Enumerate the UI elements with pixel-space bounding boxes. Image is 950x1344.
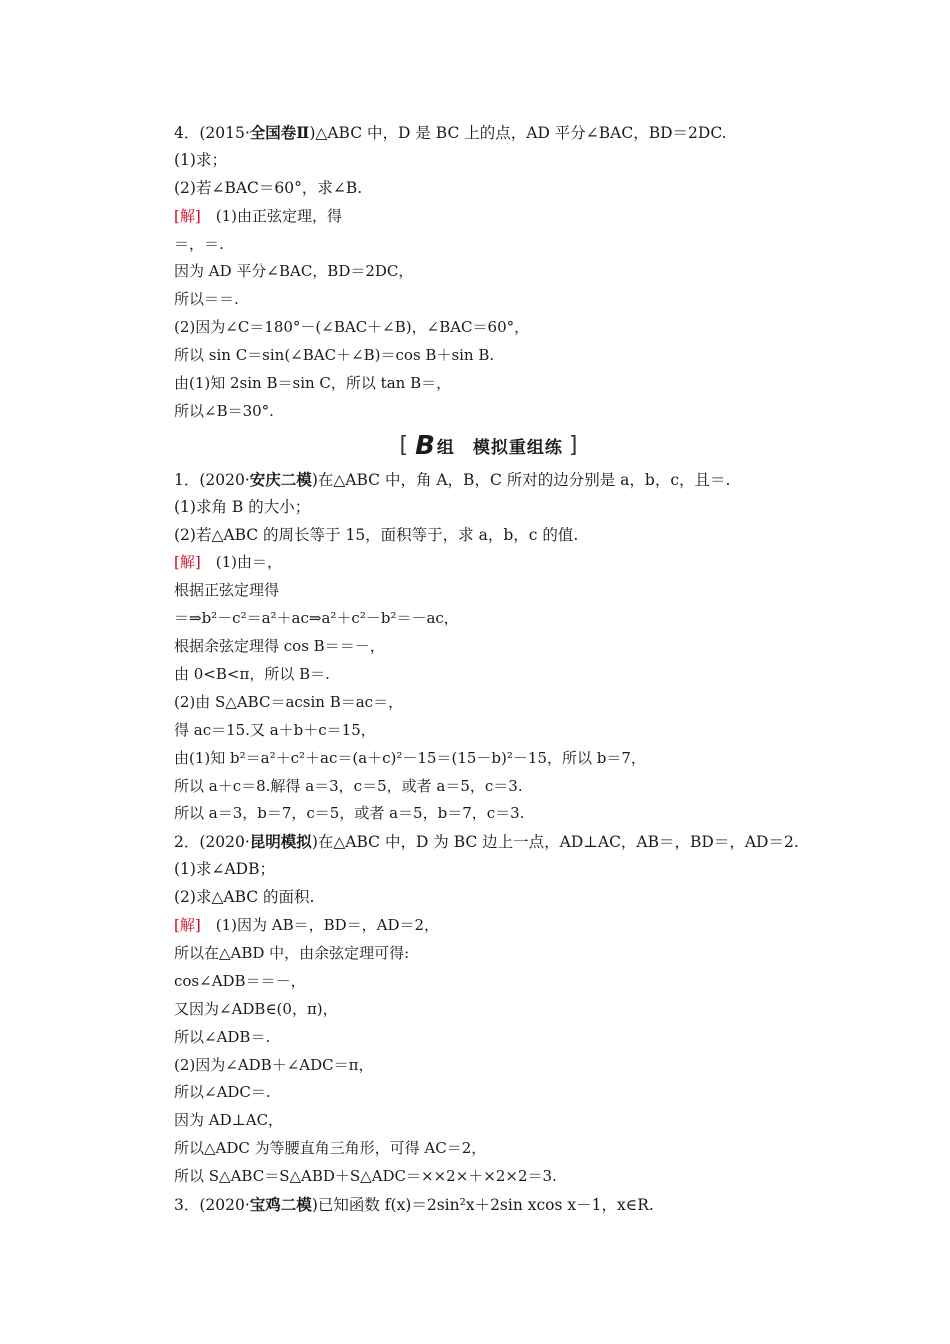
solution-line: 所以△ADC 为等腰直角三角形，可得 AC＝2， [174,1139,487,1158]
solution-line: ＝，＝. [174,234,224,253]
problem-4-question-2: (2)若∠BAC＝60°，求∠B. [174,178,363,197]
problem-1-question-1: (1)求角 B 的大小； [174,497,311,516]
problem-4-title: 4．(2015·全国卷Ⅱ)△ABC 中，D 是 BC 上的点，AD 平分∠BAC，BD＝2DC. [174,123,727,142]
problem-4-solution-start: [解] (1)由正弦定理，得 [174,206,342,225]
solution-line: 所以 a＝3，b＝7，c＝5，或者 a＝5，b＝7，c＝3. [174,804,525,823]
problem-2-solution-start: [解] (1)因为 AB＝，BD＝，AD＝2， [174,916,440,935]
document-page [174,119,814,1219]
solution-line: 由 0<B<π，所以 B＝. [174,665,330,684]
problem-1-title: 1．(2020·安庆二模)在△ABC 中，角 A，B，C 所对的边分别是 a，b，c，且＝. [174,469,731,489]
solution-line: 所以 sin C＝sin(∠BAC＋∠B)＝cos B＋sin B. [174,346,495,365]
solution-line: 所以 S△ABC＝S△ABD＋S△ADC＝××2×＋×2×2＝3. [174,1167,557,1186]
solution-line: 由(1)知 2sin B＝sin C，所以 tan B＝， [174,374,452,393]
solution-line: ＝⇒b²－c²＝a²＋ac⇒a²＋c²－b²＝－ac， [174,609,459,628]
solution-line: 因为 AD 平分∠BAC，BD＝2DC， [174,262,414,281]
problem-1-solution-start: [解] (1)由＝， [174,553,282,572]
solution-tag: [解] [174,206,201,225]
solution-line: 由(1)知 b²＝a²＋c²＋ac＝(a＋c)²－15＝(15－b)²－15，所以 b＝7， [174,748,646,767]
problem-3-title: 3．(2020·宝鸡二模)已知函数 f(x)＝2sin²x＋2sin xcos x－1，x∈R. [174,1194,654,1214]
section-bracket-right: ] [568,433,579,459]
solution-line: (2)因为∠ADB＋∠ADC＝π， [174,1055,374,1074]
problem-2-question-1: (1)求∠ADB； [174,860,275,879]
solution-line: 所以 a＋c＝8.解得 a＝3，c＝5，或者 a＝5，c＝3. [174,776,523,795]
solution-line: 所以＝＝. [174,290,239,309]
solution-line: 因为 AD⊥AC， [174,1111,284,1130]
problem-2-source: 昆明模拟 [249,832,312,852]
section-b-header [164,426,814,466]
solution-tag: [解] [174,916,201,935]
solution-line: 根据余弦定理得 cos B＝＝－， [174,637,385,656]
problem-4-source: 全国卷Ⅱ [249,123,310,142]
solution-line: cos∠ADB＝＝－， [174,971,306,990]
section-letter: B [415,430,436,461]
problem-4-question-1: (1)求； [174,150,227,169]
solution-line: 又因为∠ADB∈(0，π)， [174,999,338,1018]
solution-line: 所以∠ADC＝. [174,1083,271,1102]
solution-line: (2)由 S△ABC＝acsin B＝ac＝， [174,692,404,711]
solution-line: 得 ac＝15.又 a＋b＋c＝15， [174,720,376,739]
problem-1-question-2: (2)若△ABC 的周长等于 15，面积等于，求 a，b，c 的值. [174,525,579,544]
section-bracket-left: [ [399,433,410,459]
section-label: 组 模拟重组练 [436,438,563,459]
solution-line: 所以∠ADB＝. [174,1027,271,1046]
problem-3-source: 宝鸡二模 [249,1194,312,1214]
problem-2-question-2: (2)求△ABC 的面积. [174,888,315,907]
problem-1-source: 安庆二模 [249,469,312,489]
solution-line: 所以在△ABD 中，由余弦定理可得: [174,943,410,962]
solution-line: 根据正弦定理得 [174,581,280,600]
problem-2-title: 2．(2020·昆明模拟)在△ABC 中，D 为 BC 边上一点，AD⊥AC，AB＝，BD＝，AD＝2. [174,832,799,852]
solution-line: 所以∠B＝30°. [174,401,274,420]
solution-line: (2)因为∠C＝180°－(∠BAC＋∠B)，∠BAC＝60°， [174,318,530,337]
solution-tag: [解] [174,553,201,572]
